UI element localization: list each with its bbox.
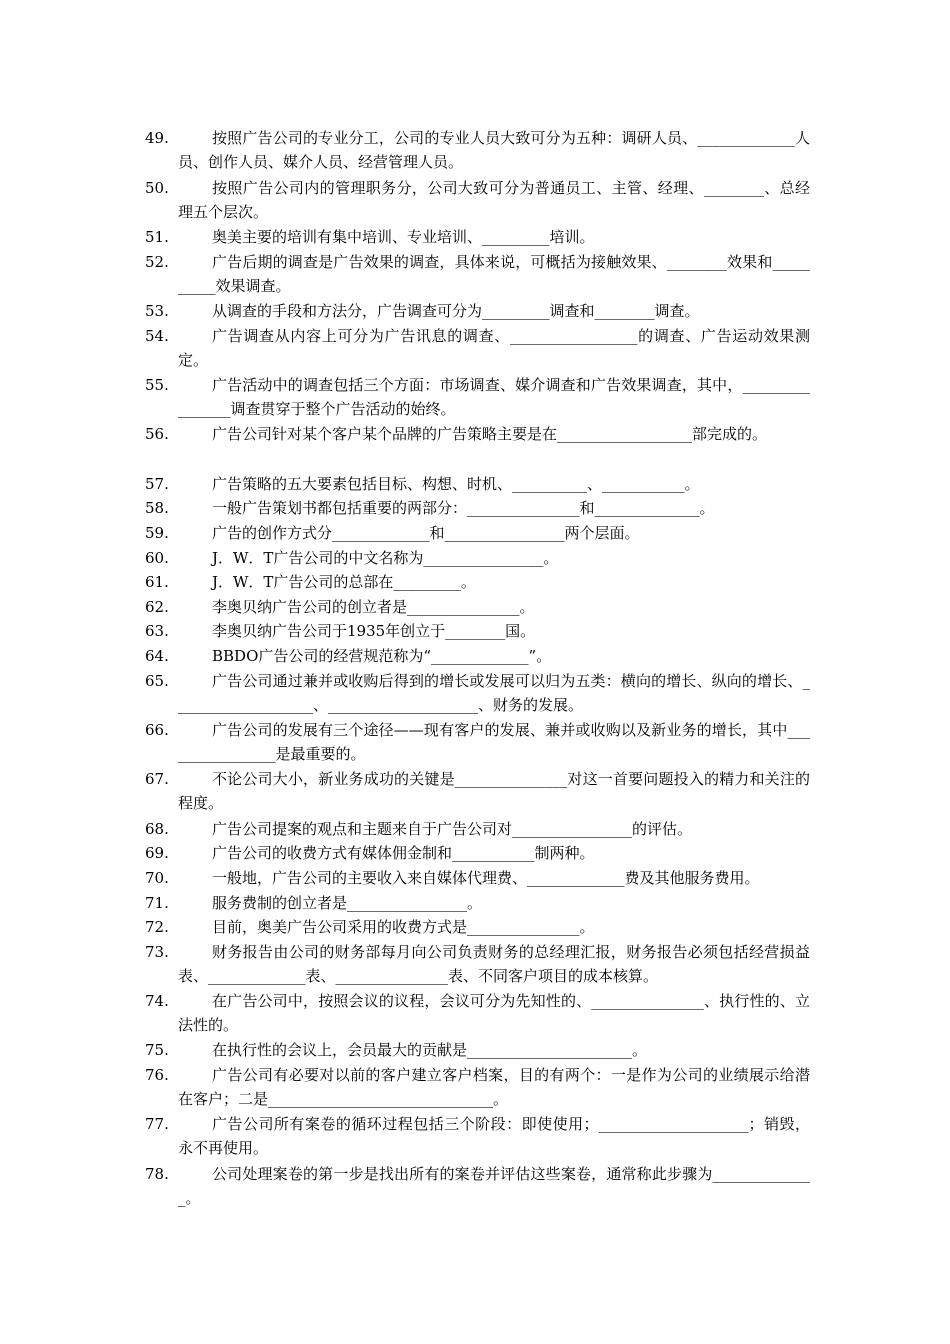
question-text: 服务费制的创立者是________________。 bbox=[212, 894, 483, 912]
question-number: 67. bbox=[145, 770, 169, 788]
question-text: 一般地，广告公司的主要收入来自媒体代理费、_____________费及其他服务费用。 bbox=[212, 869, 760, 887]
question-number: 55. bbox=[145, 376, 169, 394]
question-text: 广告策略的五大要素包括目标、构想、时机、__________、___________。 bbox=[212, 475, 700, 493]
question-number: 57. bbox=[145, 475, 169, 493]
question-number: 74. bbox=[145, 992, 169, 1010]
question-73 bbox=[0, 940, 950, 990]
question-74 bbox=[0, 989, 950, 1039]
question-text: 广告公司提案的观点和主题来自于广告公司对________________的评估。 bbox=[212, 820, 693, 838]
question-text: 在执行性的会议上，会员最大的贡献是______________________。 bbox=[212, 1041, 648, 1059]
question-text: 在广告公司中，按照会议的议程，会议可分为先知性的、_______________、执行性的、立法性的。 bbox=[178, 992, 810, 1035]
question-number: 73. bbox=[145, 943, 169, 961]
question-text: 广告的创作方式分_____________和________________两个层面。 bbox=[212, 524, 640, 542]
question-66 bbox=[0, 718, 950, 768]
question-number: 56. bbox=[145, 425, 169, 443]
question-76 bbox=[0, 1063, 950, 1113]
question-text: 广告公司通过兼并或收购后得到的增长或发展可以归为五类：横向的增长、纵向的增长、___________________、____________________、财务的发展。 bbox=[178, 672, 810, 715]
question-text: 广告调查从内容上可分为广告讯息的调查、_________________的调查、广告运动效果测定。 bbox=[178, 327, 810, 370]
question-number: 77. bbox=[145, 1115, 169, 1133]
question-text: BBDO广告公司的经营规范称为“_____________”。 bbox=[212, 647, 552, 665]
question-text: 财务报告由公司的财务部每月向公司负责财务的总经理汇报，财务报告必须包括经营损益表、_____________表、_______________表、不同客户项目的成本核算。 bbox=[178, 943, 810, 986]
question-number: 52. bbox=[145, 253, 169, 271]
question-number: 58. bbox=[145, 499, 169, 517]
question-number: 71. bbox=[145, 894, 169, 912]
question-number: 75. bbox=[145, 1041, 169, 1059]
question-number: 62. bbox=[145, 598, 169, 616]
question-number: 64. bbox=[145, 647, 169, 665]
question-text: 广告公司有必要对以前的客户建立客户档案，目的有两个：一是作为公司的业绩展示给潜在客户；二是______________________________。 bbox=[178, 1066, 810, 1109]
question-number: 60. bbox=[145, 549, 169, 567]
question-number: 78. bbox=[145, 1165, 169, 1183]
question-text: 广告后期的调查是广告效果的调查，具体来说，可概括为接触效果、________效果和__________效果调查。 bbox=[178, 253, 810, 296]
question-78 bbox=[0, 1162, 950, 1212]
question-text: 一般广告策划书都包括重要的两部分：_______________和______________。 bbox=[212, 499, 715, 517]
question-text: J．W．T广告公司的中文名称为________________。 bbox=[212, 549, 559, 567]
question-number: 66. bbox=[145, 721, 169, 739]
question-65 bbox=[0, 669, 950, 719]
question-number: 54. bbox=[145, 327, 169, 345]
question-67 bbox=[0, 767, 950, 817]
question-56 bbox=[0, 422, 950, 472]
question-number: 49. bbox=[145, 129, 169, 147]
question-text: 李奥贝纳广告公司于1935年创立于________国。 bbox=[212, 622, 536, 640]
question-number: 69. bbox=[145, 844, 169, 862]
question-text: 不论公司大小，新业务成功的关键是_______________对这一首要问题投入的精力和关注的程度。 bbox=[178, 770, 810, 813]
question-text: 公司处理案卷的第一步是找出所有的案卷并评估这些案卷，通常称此步骤为______________。 bbox=[178, 1165, 810, 1208]
question-50 bbox=[0, 176, 950, 226]
question-text: 广告活动中的调查包括三个方面：市场调查、媒介调查和广告效果调查，其中，________________调查贯穿于整个广告活动的始终。 bbox=[178, 376, 810, 419]
question-number: 76. bbox=[145, 1066, 169, 1084]
question-text: 广告公司所有案卷的循环过程包括三个阶段：即使使用；____________________；销毁，永不再使用。 bbox=[178, 1115, 810, 1158]
question-text: 李奥贝纳广告公司的创立者是_______________。 bbox=[212, 598, 535, 616]
question-text: 按照广告公司内的管理职务分，公司大致可分为普通员工、主管、经理、________、总经理五个层次。 bbox=[178, 179, 810, 222]
question-text: 广告公司的收费方式有媒体佣金制和___________制两种。 bbox=[212, 844, 595, 862]
question-number: 50. bbox=[145, 179, 169, 197]
question-number: 63. bbox=[145, 622, 169, 640]
question-text: 广告公司针对某个客户某个品牌的广告策略主要是在__________________部完成的。 bbox=[212, 425, 768, 443]
question-text: 按照广告公司的专业分工，公司的专业人员大致可分为五种：调研人员、_____________人员、创作人员、媒介人员、经营管理人员。 bbox=[178, 129, 810, 172]
question-number: 65. bbox=[145, 672, 169, 690]
question-text: 广告公司的发展有三个途径——现有客户的发展、兼并或收购以及新业务的增长，其中________________是最重要的。 bbox=[178, 721, 810, 764]
question-text: 目前，奥美广告公司采用的收费方式是_______________。 bbox=[212, 918, 595, 936]
question-number: 51. bbox=[145, 228, 169, 246]
question-54 bbox=[0, 324, 950, 374]
question-number: 59. bbox=[145, 524, 169, 542]
question-number: 72. bbox=[145, 918, 169, 936]
question-number: 53. bbox=[145, 302, 169, 320]
question-text: 奥美主要的培训有集中培训、专业培训、_________培训。 bbox=[212, 228, 595, 246]
question-text: J．W．T广告公司的总部在_________。 bbox=[212, 573, 476, 591]
question-55 bbox=[0, 373, 950, 423]
question-number: 70. bbox=[145, 869, 169, 887]
question-text: 从调查的手段和方法分，广告调查可分为_________调查和________调查。 bbox=[212, 302, 700, 320]
question-52 bbox=[0, 250, 950, 300]
question-77 bbox=[0, 1112, 950, 1162]
question-49 bbox=[0, 126, 950, 176]
question-number: 61. bbox=[145, 573, 169, 591]
question-number: 68. bbox=[145, 820, 169, 838]
